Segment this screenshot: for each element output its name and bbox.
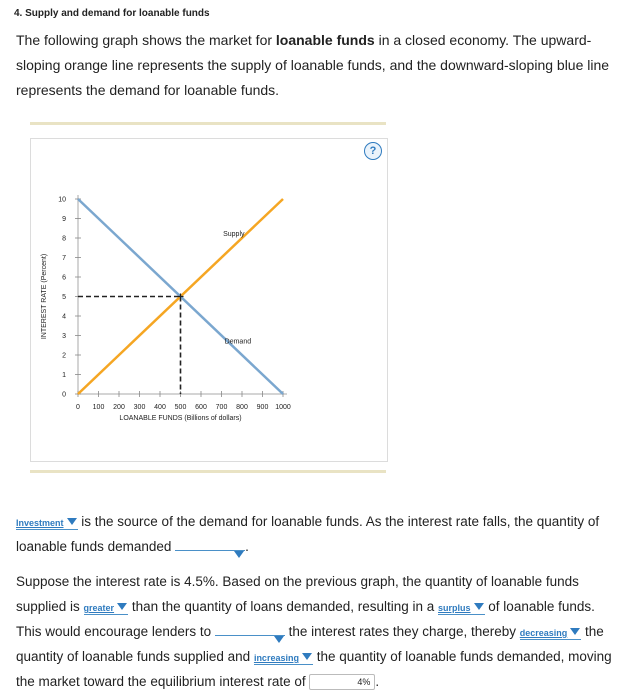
y-tick-label: 8 (62, 235, 66, 243)
demand-source-value: Investment (16, 518, 64, 528)
demanded-change-dropdown[interactable] (254, 652, 313, 665)
quantity-demanded-dropdown[interactable] (175, 550, 245, 551)
market-condition-value: surplus (438, 603, 471, 613)
intro-paragraph (16, 28, 616, 103)
q2-text-4: the interest rates they charge, thereby (284, 624, 520, 639)
x-tick-label: 900 (256, 404, 269, 411)
q2-text-1: Suppose the interest rate is 4.5%. Based on the previous graph, the quantity of loanable funds supplied is (16, 574, 579, 614)
chevron-down-icon (474, 603, 484, 610)
x-tick-label: 200 (113, 404, 125, 411)
supplied-comparison-dropdown[interactable] (84, 602, 129, 615)
q2-text-5: the quantity of loanable funds supplied and (16, 624, 604, 664)
supplied-change-dropdown[interactable] (520, 627, 582, 640)
demanded-change-value: increasing (253, 653, 299, 663)
x-tick-label: 1000 (275, 404, 291, 411)
x-tick-label: 500 (174, 404, 187, 411)
equilibrium-rate-input[interactable]: 4% (309, 674, 375, 690)
intro-text-post: in a closed economy. The upward-sloping orange line represents the supply of loanable funds, and the downward-sloping blue line represents the demand for loanable funds. (16, 32, 610, 98)
y-axis-title: INTEREST RATE (Percent) (41, 253, 48, 340)
loanable-funds-chart (30, 138, 386, 460)
y-tick-label: 4 (62, 313, 66, 321)
x-tick-label: 400 (154, 404, 166, 411)
y-tick-label: 0 (62, 391, 66, 399)
y-tick-label: 3 (62, 333, 66, 340)
q2-text-6: the quantity of loanable funds demanded, moving the market toward the equilibrium interest rate of (16, 649, 612, 689)
x-tick-label: 300 (133, 404, 146, 411)
demand-curve-label: Demand (224, 338, 252, 346)
market-condition-dropdown[interactable] (438, 602, 485, 615)
q2-text-3: of loanable funds. This would encourage lenders to (16, 599, 595, 639)
help-icon[interactable]: ? (364, 142, 382, 160)
intro-text-pre: The following graph shows the market for (16, 32, 276, 48)
y-tick-label: 2 (62, 352, 66, 360)
bottom-divider (30, 470, 386, 473)
x-tick-label: 100 (92, 404, 105, 411)
q1-text-1: is the source of the demand for loanable funds. As the interest rate falls, the quantity of loanable funds demanded (16, 514, 600, 554)
x-tick-label: 600 (195, 404, 207, 411)
q2-text-2: than the quantity of loans demanded, resulting in a (128, 599, 439, 614)
chevron-down-icon (117, 603, 127, 610)
x-tick-label: 800 (236, 404, 248, 411)
question-title: 4. Supply and demand for loanable funds (14, 8, 210, 19)
lender-action-dropdown[interactable] (215, 635, 285, 636)
x-axis-title: LOANABLE FUNDS (Billions of dollars) (119, 415, 242, 422)
x-tick-label: 700 (215, 404, 228, 411)
y-tick-label: 7 (62, 255, 66, 262)
y-tick-label: 10 (58, 196, 66, 204)
chevron-down-icon (234, 551, 244, 558)
question-2 (16, 569, 616, 694)
y-tick-label: 6 (62, 274, 66, 282)
y-tick-label: 1 (62, 372, 66, 379)
q1-text-2: . (245, 539, 249, 554)
y-tick-label: 9 (62, 216, 66, 223)
chevron-down-icon (570, 628, 580, 635)
supply-curve-label: Supply (223, 231, 245, 239)
chevron-down-icon (302, 653, 312, 660)
supplied-change-value: decreasing (519, 628, 568, 638)
x-tick-label: 0 (76, 404, 80, 411)
intro-text-bold: loanable funds (275, 32, 375, 48)
q2-text-7: . (375, 674, 380, 689)
demand-source-dropdown[interactable] (16, 517, 78, 530)
chevron-down-icon (274, 636, 284, 643)
top-divider (30, 122, 386, 125)
y-tick-label: 5 (62, 294, 66, 301)
question-1 (16, 509, 616, 559)
chevron-down-icon (67, 518, 77, 525)
supplied-comparison-value: greater (83, 603, 115, 613)
